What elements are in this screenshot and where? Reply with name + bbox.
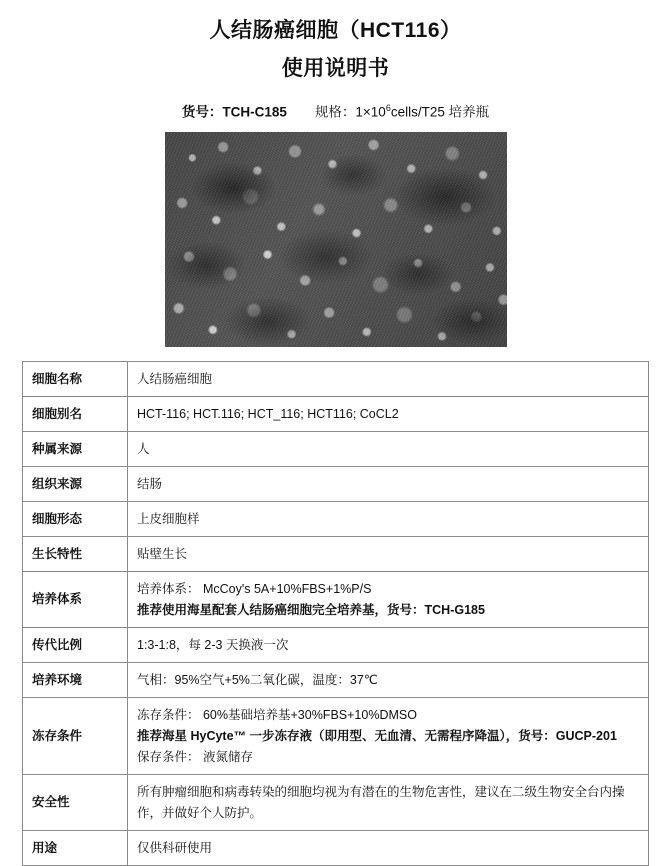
spec-value-prefix: 1×10 — [355, 104, 386, 120]
table-row — [23, 774, 649, 830]
row-value-line: 上皮细胞样 — [137, 511, 200, 526]
specification-table — [22, 361, 649, 866]
table-row — [23, 697, 649, 774]
row-value — [128, 501, 649, 536]
row-value-line: 推荐海星 HyCyte™ 一步冻存液（即用型、无血清、无需程序降温），货号：GUCP-201 — [137, 728, 617, 743]
row-label: 细胞名称 — [23, 361, 128, 396]
spec-value-exponent: 6 — [385, 103, 391, 113]
row-value — [128, 774, 649, 830]
micrograph-container — [22, 132, 649, 347]
row-value — [128, 536, 649, 571]
row-label: 冻存条件 — [23, 697, 128, 774]
table-row — [23, 361, 649, 396]
row-value — [128, 396, 649, 431]
row-label: 组织来源 — [23, 466, 128, 501]
row-value — [128, 466, 649, 501]
table-row — [23, 396, 649, 431]
document-header — [22, 0, 649, 86]
row-label: 种属来源 — [23, 431, 128, 466]
row-label: 细胞别名 — [23, 396, 128, 431]
row-label: 培养环境 — [23, 662, 128, 697]
page-subtitle: 使用说明书 — [281, 57, 390, 80]
cell-micrograph-image — [165, 132, 507, 347]
row-value — [128, 431, 649, 466]
row-label: 用途 — [23, 830, 128, 865]
table-row — [23, 571, 649, 627]
row-value-line: 作，并做好个人防护。 — [137, 805, 263, 820]
micrograph-grain-layer — [165, 132, 507, 347]
row-label: 安全性 — [23, 774, 128, 830]
table-row — [23, 501, 649, 536]
table-row — [23, 536, 649, 571]
row-value-line: 结肠 — [137, 476, 163, 491]
table-row — [23, 431, 649, 466]
product-meta — [22, 99, 649, 122]
row-value — [128, 662, 649, 697]
row-value-line: 1:3-1:8，每 2-3 天换液一次 — [137, 637, 289, 652]
row-value — [128, 627, 649, 662]
row-value-line: 人 — [137, 441, 150, 456]
spec-label: 规格： — [314, 104, 356, 120]
page-title: 人结肠癌细胞（HCT116） — [209, 19, 462, 42]
row-value — [128, 361, 649, 396]
row-value-line: 培养体系： McCoy's 5A+10%FBS+1%P/S — [137, 581, 372, 596]
table-row — [23, 662, 649, 697]
row-label: 培养体系 — [23, 571, 128, 627]
spec-value-suffix: cells/T25 培养瓶 — [390, 104, 490, 120]
row-value-line: 所有肿瘤细胞和病毒转染的细胞均视为有潜在的生物危害性，建议在二级生物安全台内操 — [137, 784, 625, 799]
catalog-label: 货号： — [181, 104, 223, 120]
row-value-line: 仅供科研使用 — [137, 840, 213, 855]
row-label: 传代比例 — [23, 627, 128, 662]
row-value-line: 保存条件： 液氮储存 — [137, 749, 253, 764]
row-label: 生长特性 — [23, 536, 128, 571]
row-value — [128, 697, 649, 774]
row-value — [128, 571, 649, 627]
row-value-line: 贴壁生长 — [137, 546, 188, 561]
row-value-line: 冻存条件： 60%基础培养基+30%FBS+10%DMSO — [137, 707, 417, 722]
specification-table-body — [23, 361, 649, 865]
row-value-line: HCT-116; HCT.116; HCT_116; HCT116; CoCL2 — [137, 406, 399, 421]
catalog-value: TCH-C185 — [222, 104, 287, 120]
table-row — [23, 627, 649, 662]
table-row — [23, 466, 649, 501]
table-row — [23, 830, 649, 865]
row-value — [128, 830, 649, 865]
row-value-line: 推荐使用海星配套人结肠癌细胞完全培养基，货号：TCH-G185 — [137, 602, 485, 617]
row-value-line: 气相：95%空气+5%二氧化碳，温度：37℃ — [137, 672, 378, 687]
row-value-line: 人结肠癌细胞 — [137, 371, 213, 386]
row-label: 细胞形态 — [23, 501, 128, 536]
